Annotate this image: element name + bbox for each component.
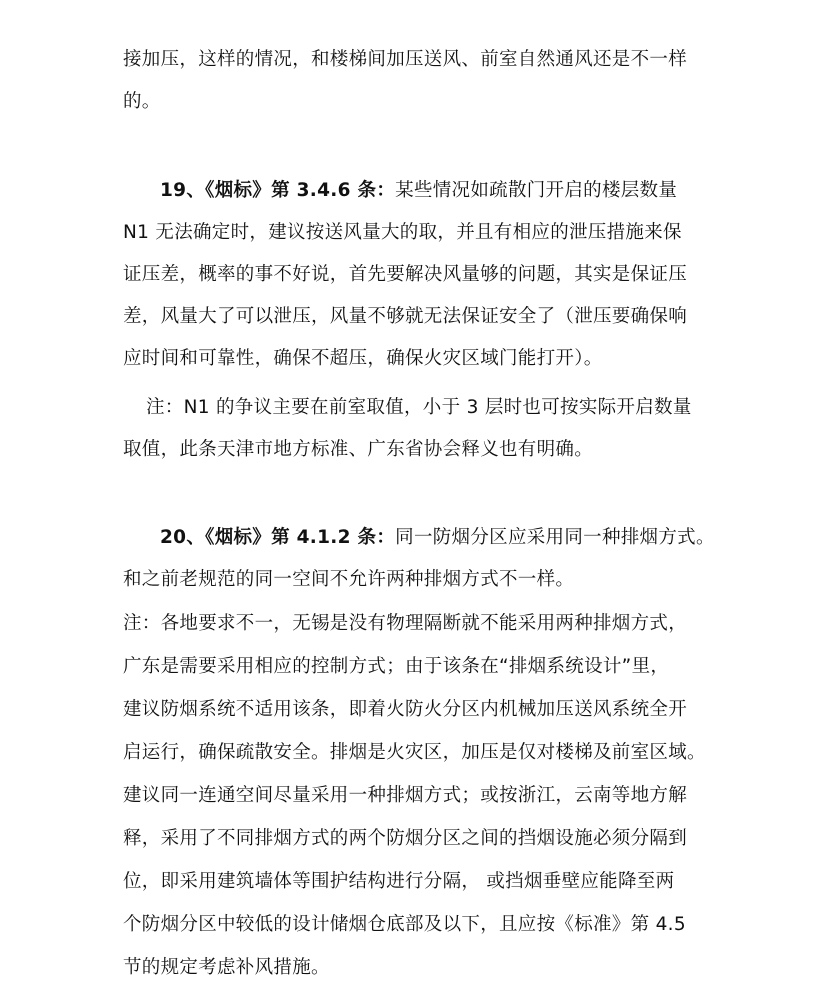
item20-first-line — [160, 525, 740, 551]
item20-line-10: 节的规定考虑补风措施。 — [123, 957, 330, 978]
item20-line-5: 启运行，确保疏散安全。排烟是火灾区，加压是仅对楼梯及前室区域。 — [123, 742, 706, 763]
item19-first-line-text: 某些情况如疏散门开启的楼层数量 — [395, 180, 678, 201]
item19-heading: 19、《烟标》第 3.4.6 条： — [160, 180, 396, 201]
item20-line-7: 释，采用了不同排烟方式的两个防烟分区之间的挡烟设施必须分隔到 — [123, 828, 688, 849]
item20-line-9: 个防烟分区中较低的设计储烟仓底部及以下，且应按《标准》第 4.5 — [123, 914, 686, 935]
item20-line-3: 广东是需要采用相应的控制方式；由于该条在“排烟系统设计”里， — [123, 656, 670, 677]
item20-line-1: 和之前老规范的同一空间不允许两种排烟方式不一样。 — [123, 569, 575, 590]
item20-heading: 20、《烟标》第 4.1.2 条： — [160, 527, 396, 548]
intro-line-1: 接加压，这样的情况，和楼梯间加压送风、前室自然通风还是不一样 — [123, 49, 688, 70]
item20-line-8: 位，即采用建筑墙体等围护结构进行分隔， 或挡烟垂壁应能降至两 — [123, 871, 675, 892]
item20-line-6: 建议同一连通空间尽量采用一种排烟方式；或按浙江，云南等地方解 — [123, 785, 688, 806]
item19-note-line-1: 注：N1 的争议主要在前室取值，小于 3 层时也可按实际开启数量 — [146, 397, 692, 418]
item19-first-line — [160, 178, 740, 204]
item19-line-2: 证压差，概率的事不好说，首先要解决风量够的问题，其实是保证压 — [123, 264, 688, 285]
item19-line-1: N1 无法确定时，建议按送风量大的取，并且有相应的泄压措施来保 — [123, 222, 682, 243]
item20-line-4: 建议防烟系统不适用该条，即着火防火分区内机械加压送风系统全开 — [123, 699, 688, 720]
item19-line-4: 应时间和可靠性，确保不超压，确保火灾区域门能打开）。 — [123, 348, 603, 369]
item20-line-2: 注：各地要求不一，无锡是没有物理隔断就不能采用两种排烟方式， — [123, 613, 688, 634]
item19-line-3: 差，风量大了可以泄压，风量不够就无法保证安全了（泄压要确保响 — [123, 306, 688, 327]
item20-first-line-text: 同一防烟分区应采用同一种排烟方式。 — [395, 527, 715, 548]
intro-line-2: 的。 — [123, 91, 161, 112]
item19-note-line-2: 取值，此条天津市地方标准、广东省协会释义也有明确。 — [123, 439, 594, 460]
